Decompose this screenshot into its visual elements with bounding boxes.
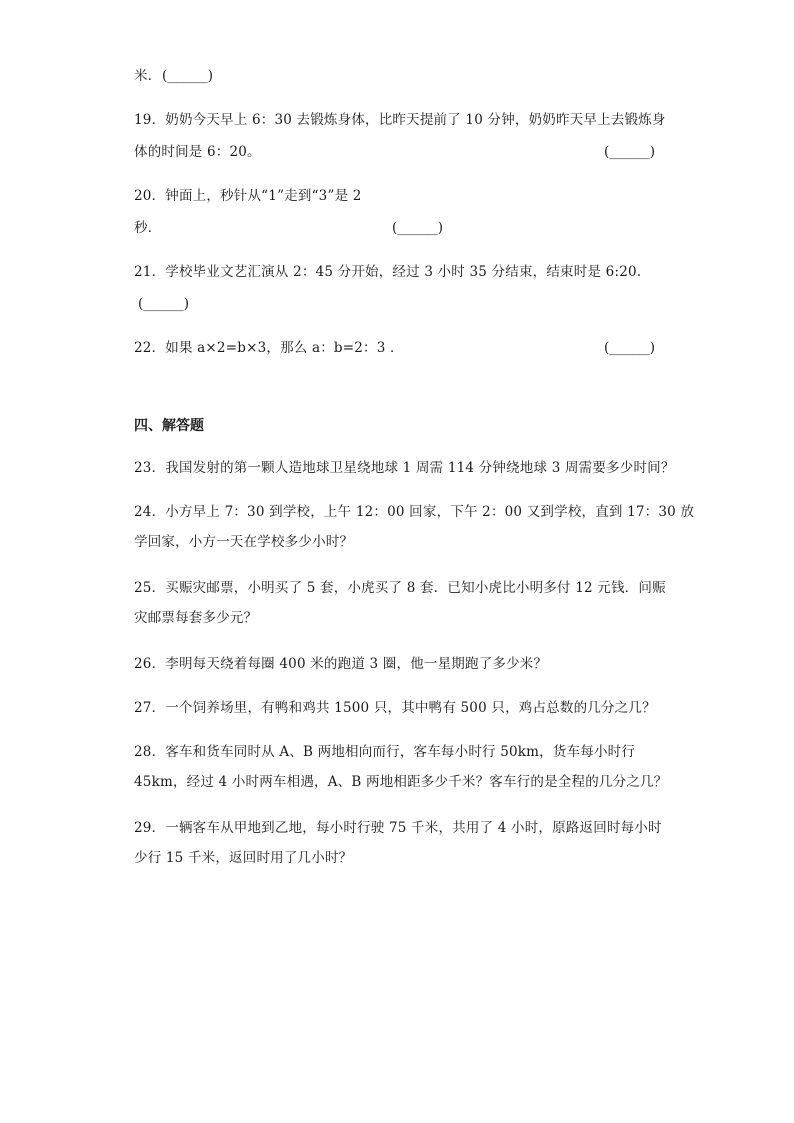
q24-line-1: 24．小方早上 7：30 到学校，上午 12：00 回家，下午 2：00 又到学校，直到 17：30 放 xyxy=(134,504,695,520)
q23-text: 23．我国发射的第一颗人造地球卫星绕地球 1 周需 114 分钟绕地球 3 周需要多少时间？ xyxy=(134,460,675,476)
q21-line-1: 21．学校毕业文艺汇演从 2：45 分开始，经过 3 小时 35 分结束，结束时是 6:20. xyxy=(134,264,642,280)
q25-line-2: 灾邮票每套多少元？ xyxy=(134,610,258,626)
q29-line-2: 少行 15 千米，返回时用了几小时？ xyxy=(134,850,353,866)
q20-answer-blank[interactable]: (______) xyxy=(392,220,444,236)
q25-line-1: 25．买赈灾邮票，小明买了 5 套，小虎买了 8 套．已知小虎比小明多付 12 元钱．问赈 xyxy=(134,580,666,596)
q19-line-1: 19．奶奶今天早上 6：30 去锻炼身体，比昨天提前了 10 分钟，奶奶昨天早上去锻炼身 xyxy=(134,112,666,128)
q26-text: 26．李明每天绕着每圈 400 米的跑道 3 圈，他一星期跑了多少米？ xyxy=(134,656,548,672)
q19-line-2: 体的时间是 6：20。 xyxy=(134,144,261,160)
q21-answer-blank[interactable]: (______) xyxy=(138,296,190,312)
q28-line-2: 45km，经过 4 小时两车相遇，A、B 两地相距多少千米？客车行的是全程的几分之几？ xyxy=(134,774,668,790)
q28-line-1: 28．客车和货车同时从 A、B 两地相向而行，客车每小时行 50km，货车每小时行 xyxy=(134,744,636,760)
q20-line-1: 20．钟面上，秒针从“1”走到“3”是 2 xyxy=(134,188,362,204)
q19-answer-blank[interactable]: (______) xyxy=(604,144,656,160)
q27-text: 27．一个饲养场里，有鸭和鸡共 1500 只，其中鸭有 500 只，鸡占总数的几分之几？ xyxy=(134,700,656,716)
q18-tail-text: 米． xyxy=(134,68,162,84)
q29-line-1: 29．一辆客车从甲地到乙地，每小时行驶 75 千米，共用了 4 小时，原路返回时每小时 xyxy=(134,820,662,836)
q20-line-2: 秒． xyxy=(134,220,162,236)
q18-answer-blank[interactable]: (______) xyxy=(162,68,214,84)
section-title: 四、解答题 xyxy=(134,418,204,434)
q24-line-2: 学回家，小方一天在学校多少小时？ xyxy=(134,534,354,550)
q22-line-1: 22．如果 a×2=b×3，那么 a：b=2：3 ． xyxy=(134,340,404,356)
q22-answer-blank[interactable]: (______) xyxy=(604,340,656,356)
